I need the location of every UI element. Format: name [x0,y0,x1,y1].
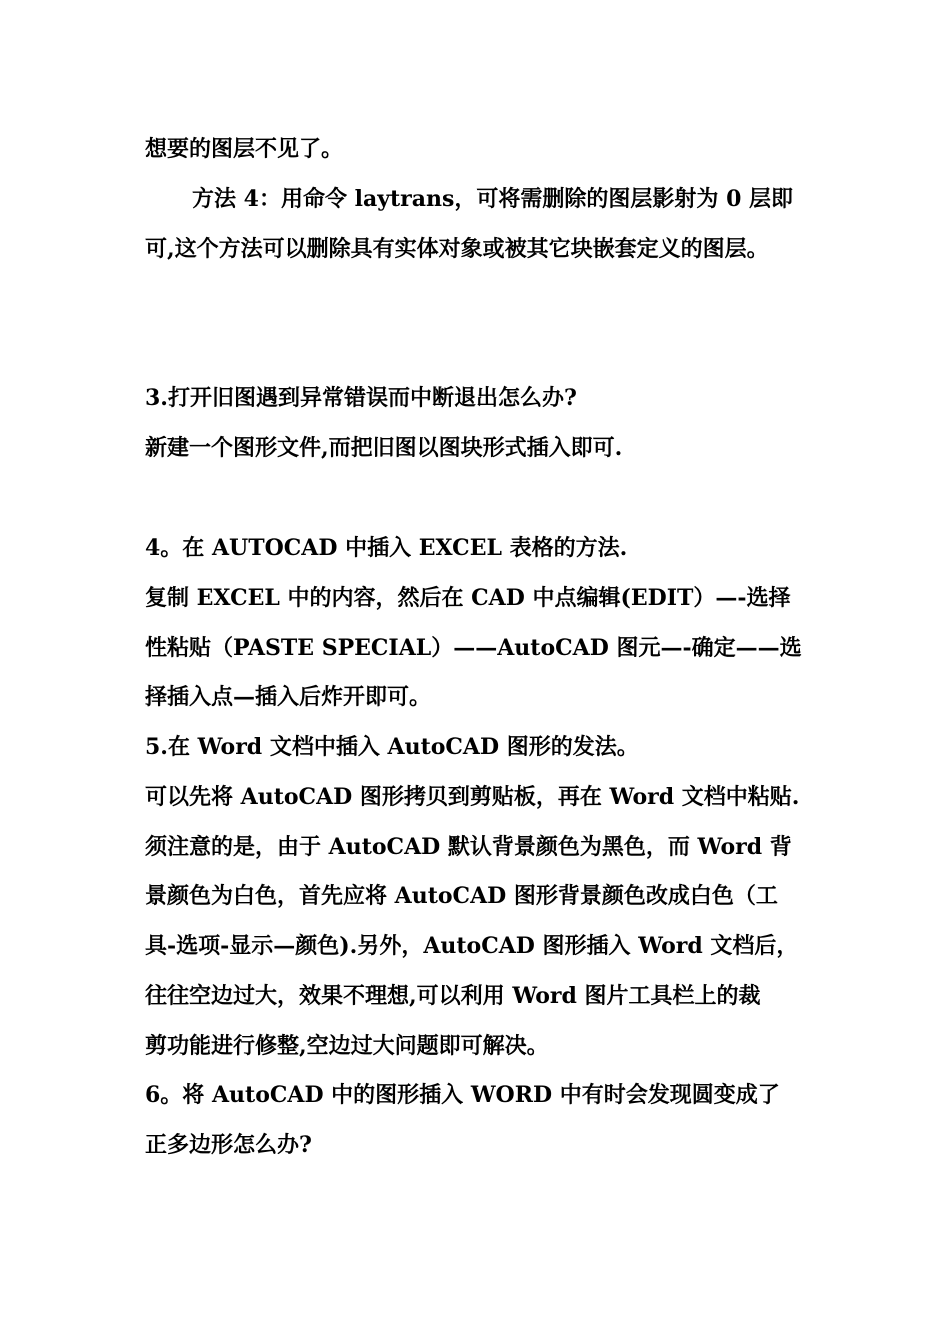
text-answer-5-line-3: 景颜色为白色，首先应将 AutoCAD 图形背景颜色改成白色（工 [145,883,778,909]
heading-question-3: 3.打开旧图遇到异常错误而中断退出怎么办? [145,385,577,411]
text-answer-4-line-3: 择插入点—插入后炸开即可。 [145,684,432,710]
heading-question-5: 5.在 Word 文档中插入 AutoCAD 图形的发法。 [145,734,639,760]
text-answer-5-line-2: 须注意的是，由于 AutoCAD 默认背景颜色为黑色，而 Word 背 [145,834,792,860]
heading-question-6-line-2: 正多边形怎么办? [145,1132,312,1158]
text-answer-5-line-6: 剪功能进行修整,空边过大问题即可解决。 [145,1033,549,1059]
text-line-continuation: 想要的图层不见了。 [145,136,344,162]
text-answer-5-line-1: 可以先将 AutoCAD 图形拷贝到剪贴板，再在 Word 文档中粘贴. [145,784,800,810]
text-line-method-4-cont: 可,这个方法可以删除具有实体对象或被其它块嵌套定义的图层。 [145,236,769,262]
text-answer-3: 新建一个图形文件,而把旧图以图块形式插入即可. [145,435,623,461]
heading-question-4: 4。在 AUTOCAD 中插入 EXCEL 表格的方法. [145,535,628,561]
heading-question-6-line-1: 6。将 AutoCAD 中的图形插入 WORD 中有时会发现圆变成了 [145,1082,780,1108]
text-answer-4-line-1: 复制 EXCEL 中的内容，然后在 CAD 中点编辑(EDIT）—-选择 [145,585,791,611]
text-answer-4-line-2: 性粘贴（PASTE SPECIAL）——AutoCAD 图元—-确定——选 [145,635,802,661]
text-line-method-4: 方法 4：用命令 laytrans，可将需删除的图层影射为 0 层即 [192,186,794,212]
text-answer-5-line-4: 具-选项-显示—颜色).另外，AutoCAD 图形插入 Word 文档后， [145,933,799,959]
text-answer-5-line-5: 往往空边过大，效果不理想,可以利用 Word 图片工具栏上的裁 [145,983,761,1009]
